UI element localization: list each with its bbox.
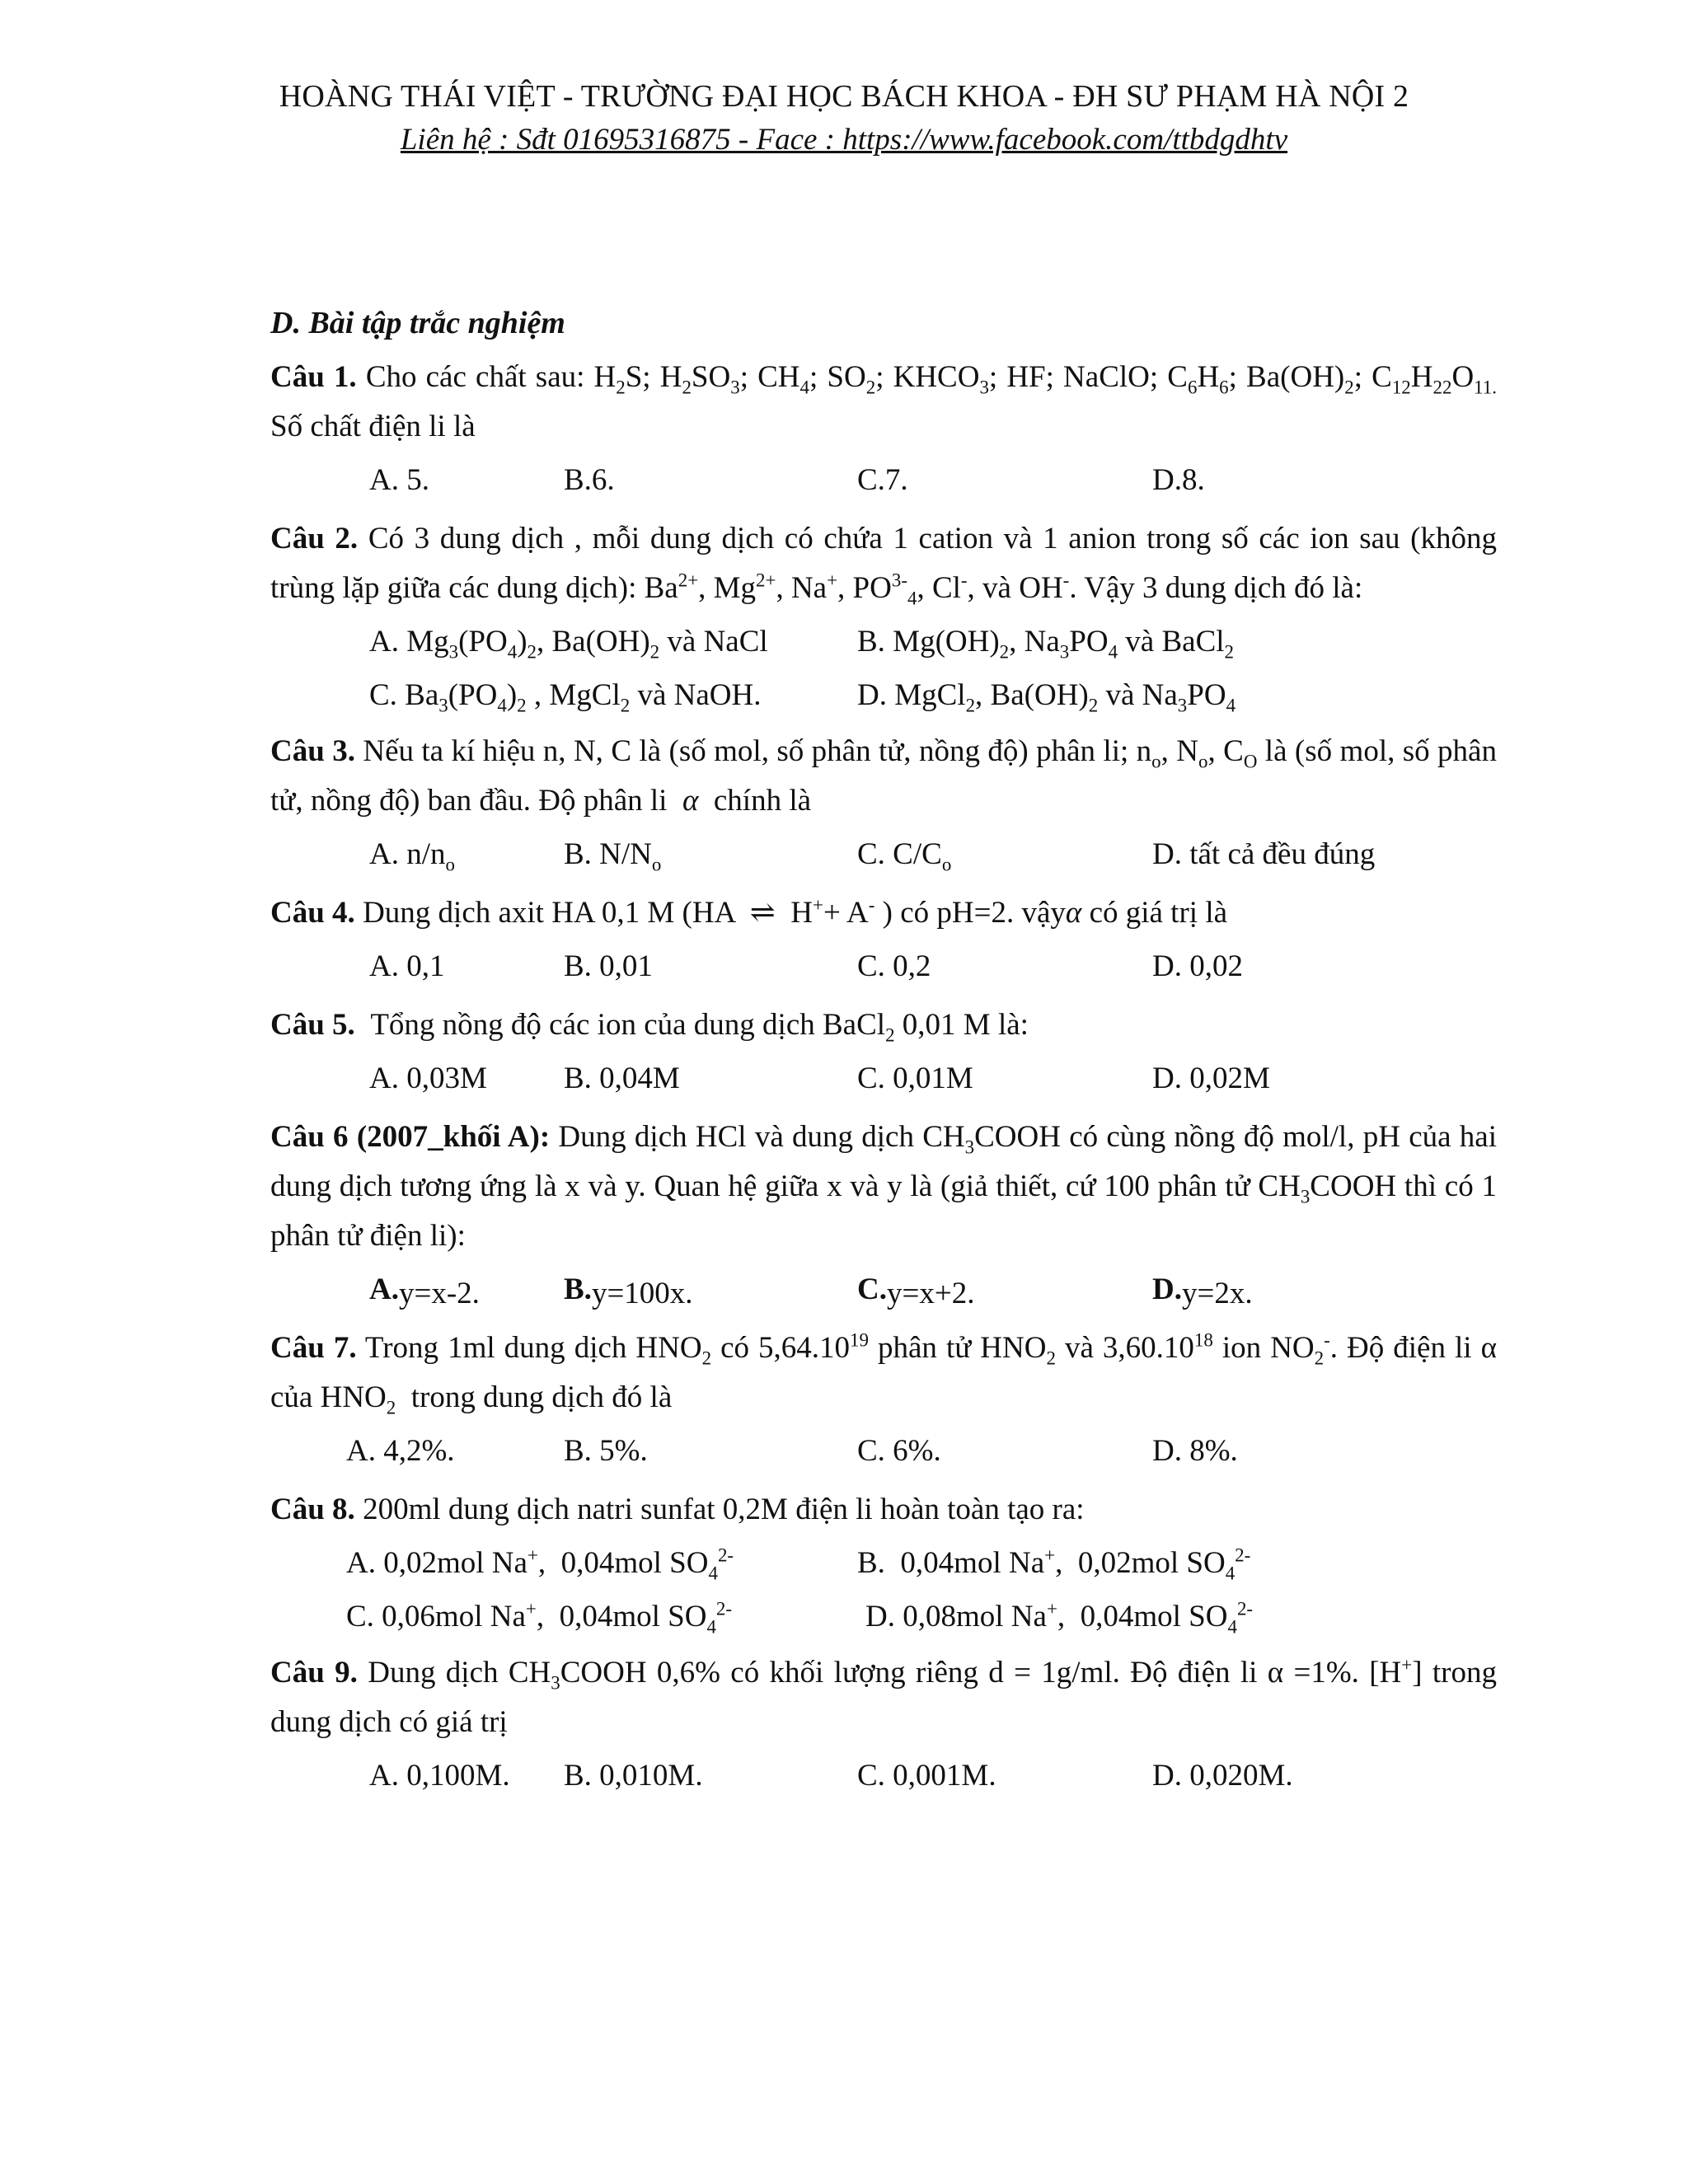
option-b: B. 5%. (564, 1434, 648, 1468)
question-label: Câu 9. (270, 1656, 358, 1690)
option-a: A. $Mg_3(PO_4)_2$, $Ba(OH)_2$ và NaCl (369, 625, 768, 663)
options-7 (270, 1422, 1497, 1480)
option-d: D. 0,08mol Na+, 0,04mol $SO_4^{2-}$ (865, 1598, 1254, 1638)
option-c: C. $Ba_3(PO_4)_2$ , MgCl$_2$ và NaOH. (369, 678, 762, 716)
option-d: D. tất cả đều đúng (1152, 837, 1376, 871)
option-a: A. 0,100M. (369, 1759, 510, 1793)
option-d: D. 0,020M. (1152, 1759, 1293, 1793)
option-d: D. 0,02M (1152, 1062, 1270, 1095)
question-label: Câu 2. (270, 522, 359, 555)
option-a: A. 0,1 (369, 949, 445, 983)
question-4: Câu 4. Dung dịch axit HA 0,1 M (HA ⇌ H++ A- ) có pH=2. vậyα có giá trị là (270, 894, 1228, 930)
options-2-row1 (270, 613, 1497, 671)
option-a: A. 4,2%. (346, 1434, 455, 1468)
question-label: Câu 3. (270, 734, 355, 768)
option-c: C. 0,06mol Na+, 0,04mol $SO_4^{2-}$ (346, 1598, 733, 1638)
question-7: Câu 7. Trong 1ml dung dịch $HNO_2$ có 5,64.10$^{19}$ phân tử $HNO_2$ và 3,60.10$^{18}$ ion $NO_2^-$. Độ điện li α của $HNO_2$ trong dung dịch đó là (270, 1329, 1497, 1418)
options-3 (270, 826, 1497, 883)
option-b: B. $N/N_o$ (564, 837, 662, 875)
option-d: D. 0,02 (1152, 949, 1243, 983)
header-contact: Liên hệ : Sđt 01695316875 - Face : https://www.facebook.com/ttbdgdhtv (400, 123, 1288, 157)
option-c: C. y=x+2. (857, 1272, 975, 1310)
question-label: Câu 6 (2007_khối A): (270, 1120, 551, 1154)
question-6: Câu 6 (2007_khối A): Dung dịch HCl và dung dịch $CH_3COOH$ có cùng nồng độ mol/l, pH của hai dung dịch tương ứng là x và y. Quan hệ giữa x và y là (giả thiết, cứ 100 phân tử $CH_3COOH$ thì có 1 phân tử điện li): (270, 1120, 1497, 1253)
option-a: A. y=x-2. (369, 1272, 480, 1310)
options-5 (270, 1050, 1497, 1108)
options-8-row2 (270, 1592, 1497, 1643)
option-d: D. y=2x. (1152, 1272, 1253, 1310)
question-label: Câu 4. (270, 896, 355, 930)
option-b: B. y=100x. (564, 1272, 693, 1310)
option-b: B. $Mg(OH)_2$, $Na_3PO_4$ và BaCl$_2$ (857, 625, 1234, 663)
options-9 (270, 1747, 1497, 1805)
option-d: D. MgCl$_2$, $Ba(OH)_2$ và $Na_3PO_4$ (857, 678, 1236, 716)
option-d: D. 8%. (1152, 1434, 1238, 1468)
option-b: B.6. (564, 463, 615, 497)
option-c: C. 0,001M. (857, 1759, 996, 1793)
option-c: C. $C/C_o$ (857, 837, 952, 875)
equilibrium-arrow-icon: ⇌ (749, 896, 776, 930)
question-8: Câu 8. 200ml dung dịch natri sunfat 0,2M điện li hoàn toàn tạo ra: (270, 1493, 1085, 1526)
options-1 (270, 452, 1497, 509)
question-label: Câu 5. (270, 1008, 355, 1042)
option-b: B. 0,04M (564, 1062, 680, 1095)
option-b: B. 0,01 (564, 949, 653, 983)
question-9: Câu 9. Dung dịch $CH_3COOH$ 0,6% có khối lượng riêng d = 1g/ml. Độ điện li α =1%. [H+] trong dung dịch có giá trị (270, 1654, 1497, 1739)
header-title: HOÀNG THÁI VIỆT - TRƯỜNG ĐẠI HỌC BÁCH KHOA - ĐH SƯ PHẠM HÀ NỘI 2 (279, 79, 1409, 114)
option-b: B. 0,04mol Na+, 0,02mol $SO_4^{2-}$ (857, 1544, 1251, 1584)
question-label: Câu 8. (270, 1493, 355, 1526)
option-a: A. $n/n_o$ (369, 837, 455, 875)
option-a: A. 0,03M (369, 1062, 487, 1095)
option-a: A. 5. (369, 463, 429, 497)
option-a: A. 0,02mol Na+, 0,04mol $SO_4^{2-}$ (346, 1544, 734, 1584)
option-c: C.7. (857, 463, 908, 497)
option-c: C. 6%. (857, 1434, 941, 1468)
options-4 (270, 938, 1497, 996)
question-5: Câu 5. Tổng nồng độ các ion của dung dịch BaCl$_2$ 0,01 M là: (270, 1008, 1029, 1046)
question-3: Câu 3. Nếu ta kí hiệu n, N, C là (số mol, số phân tử, nồng độ) phân li; $n_o$, $N_o$, $C_O$ là (số mol, số phân tử, nồng độ) ban đầu. Độ phân li α chính là (270, 734, 1497, 818)
option-c: C. 0,2 (857, 949, 931, 983)
option-b: B. 0,010M. (564, 1759, 703, 1793)
option-c: C. 0,01M (857, 1062, 973, 1095)
question-2: Câu 2. Có 3 dung dịch , mỗi dung dịch có chứa 1 cation và 1 anion trong số các ion sau (không trùng lặp giữa các dung dịch): $Ba^{2+}$, $Mg^{2+}$, Na+, $PO^{3-}_4$, Cl-, và OH-. Vậy 3 dung dịch đó là: (270, 522, 1497, 609)
exercise-content (270, 298, 1497, 1805)
option-d: D.8. (1152, 463, 1205, 497)
question-label: Câu 7. (270, 1331, 357, 1365)
options-8-row1 (270, 1535, 1497, 1592)
options-6 (270, 1261, 1497, 1319)
options-2-row2 (270, 671, 1497, 722)
section-title: D. Bài tập trắc nghiệm (270, 306, 565, 340)
question-1: Câu 1. Cho các chất sau: $H_2S$; $H_2SO_3$; $CH_4$; $SO_2$; $KHCO_3$; HF; NaClO; $C_6H_6$; $Ba(OH)_2$; $C_{12}H_{22}O_{11.}$ Số chất điện li là (270, 360, 1497, 443)
question-label: Câu 1. (270, 360, 357, 394)
